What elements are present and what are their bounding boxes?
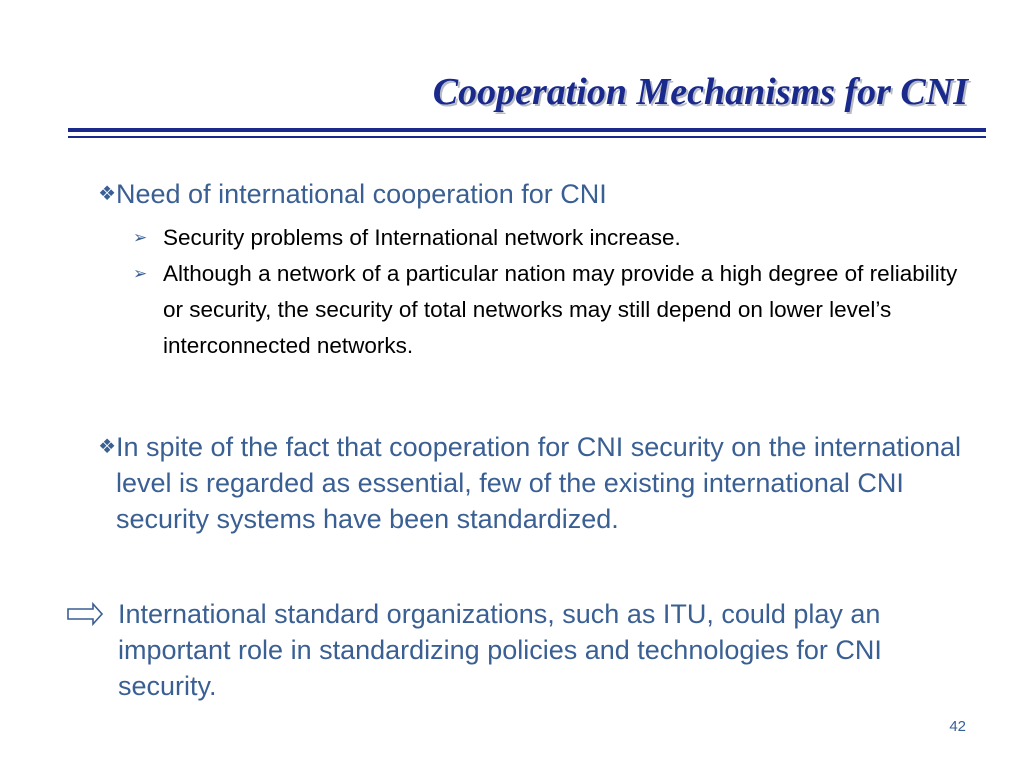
arrowhead-bullet-icon: ➢	[133, 264, 148, 283]
sub-bullet-network-reliability	[133, 256, 963, 364]
bullet-international-cooperation	[78, 176, 978, 212]
arrowhead-bullet-icon: ➢	[133, 228, 148, 247]
right-arrow-icon	[66, 596, 104, 632]
bullet-text: In spite of the fact that cooperation for CNI security on the international level is regarded as essential, few of the existing international CNI security systems have been standardized.	[116, 432, 961, 534]
title-divider-thin	[68, 136, 986, 138]
title-divider-thick	[68, 128, 986, 132]
page-number: 42	[949, 718, 966, 735]
sub-bullet-security-problems	[133, 220, 963, 256]
diamond-star-bullet-icon: ❖	[98, 436, 116, 458]
bullet-standardization-gap	[78, 429, 968, 537]
bullet-text: Need of international cooperation for CNI	[116, 179, 607, 209]
bullet-text: International standard organizations, such as ITU, could play an important role in standardizing policies and technologies for CNI security.	[118, 599, 882, 701]
slide-title: Cooperation Mechanisms for CNI	[432, 71, 968, 113]
sub-bullet-text: Security problems of International network increase.	[163, 225, 681, 250]
diamond-star-bullet-icon: ❖	[98, 183, 116, 205]
sub-bullet-text: Although a network of a particular nation may provide a high degree of reliability or security, the security of total networks may still depend on lower level’s interconnected networks.	[163, 261, 958, 358]
bullet-itu-role	[66, 596, 968, 704]
